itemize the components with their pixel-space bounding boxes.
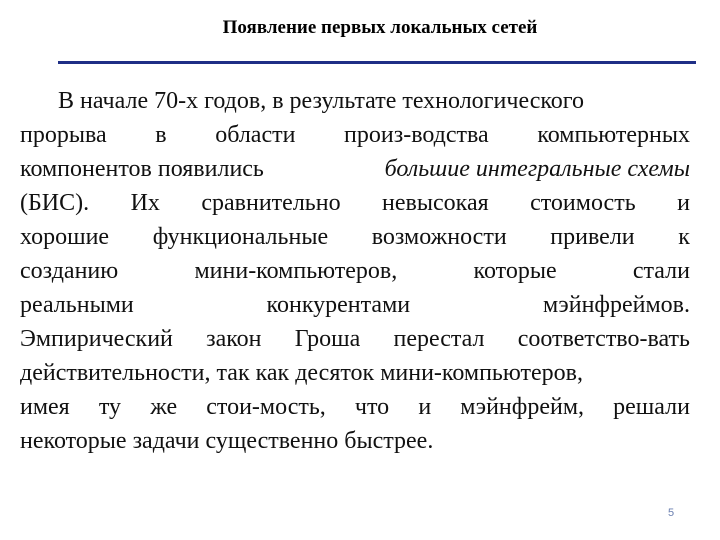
word: закон (206, 326, 262, 352)
word: реальными (20, 292, 134, 318)
word: невысокая (382, 190, 489, 216)
paragraph-line (20, 186, 690, 220)
word: мэйнфреймов. (542, 292, 690, 318)
line-text: некоторые задачи существенно быстрее. (20, 428, 434, 454)
paragraph-line (20, 254, 690, 288)
word: мини-компьютеров, (194, 258, 398, 284)
title-underline (58, 61, 696, 64)
slide-title: Появление первых локальных сетей (222, 17, 538, 38)
paragraph-line (20, 118, 690, 152)
word: которые (473, 258, 557, 284)
word: возможности (371, 224, 507, 250)
word: Эмпирический (20, 326, 173, 352)
word: имея (20, 394, 70, 420)
paragraph-line (20, 84, 690, 118)
word: хорошие (20, 224, 110, 250)
word: же (150, 394, 178, 420)
word: (БИС). (20, 190, 90, 216)
word: решали (613, 394, 690, 420)
word: стои-мость, (206, 394, 326, 420)
paragraph-line (20, 220, 690, 254)
word: мэйнфрейм, (460, 394, 584, 420)
word: к (678, 224, 690, 250)
paragraph-line (20, 356, 690, 390)
word: Их (130, 190, 160, 216)
word: компьютерных (537, 122, 690, 148)
word: функциональные (152, 224, 329, 250)
word: и (677, 190, 690, 216)
body-paragraph (20, 84, 690, 458)
paragraph-line (20, 322, 690, 356)
word: перестал (393, 326, 485, 352)
paragraph-line (20, 424, 690, 458)
word: соответство-вать (517, 326, 690, 352)
word: стоимость (530, 190, 636, 216)
paragraph-line (20, 390, 690, 424)
word: конкурентами (266, 292, 411, 318)
line-text: компонентов появились (20, 156, 270, 182)
word: произ-водства (344, 122, 489, 148)
word: сравнительно (201, 190, 341, 216)
paragraph-line (20, 288, 690, 322)
word: прорыва (20, 122, 107, 148)
emphasized-term: большие интегральные схемы (384, 156, 690, 182)
word: области (215, 122, 296, 148)
word: что (354, 394, 390, 420)
word: в (155, 122, 167, 148)
line-text: действительности, так как десяток мини-компьютеров, (20, 360, 583, 386)
word: и (418, 394, 432, 420)
word: стали (632, 258, 690, 284)
word: ту (98, 394, 122, 420)
line-text: В начале 70-х годов, в результате технологического (58, 88, 585, 114)
page-number: 5 (668, 507, 675, 519)
word: созданию (20, 258, 119, 284)
word: Гроша (294, 326, 361, 352)
word: привели (550, 224, 635, 250)
paragraph-line (20, 152, 690, 186)
